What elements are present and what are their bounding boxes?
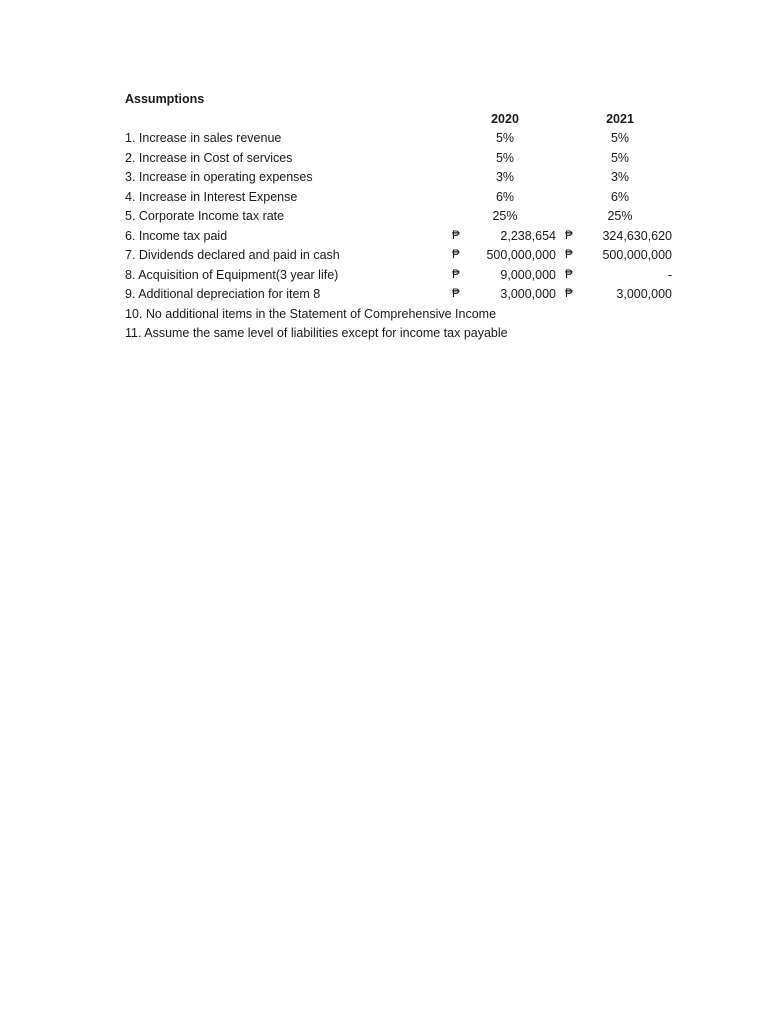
value-2021: 5% bbox=[610, 131, 630, 145]
note-row bbox=[125, 305, 685, 325]
value-2021: 25% bbox=[607, 209, 633, 223]
assumption-row bbox=[125, 168, 685, 188]
peso-sign: ₱ bbox=[452, 288, 460, 300]
value-2020: 25% bbox=[492, 209, 518, 223]
assumption-row bbox=[125, 207, 685, 227]
amount-2021: 500,000,000 bbox=[602, 248, 672, 262]
note-row bbox=[125, 324, 685, 344]
value-2020: 5% bbox=[495, 150, 515, 165]
header-row bbox=[125, 110, 685, 130]
row-label: 9. Additional depreciation for item 8 bbox=[125, 287, 321, 301]
assumptions-sheet bbox=[125, 90, 685, 344]
assumption-row bbox=[125, 188, 685, 208]
note-text: 10. No additional items in the Statement of Comprehensive Income bbox=[125, 306, 497, 321]
amount-2021: - bbox=[667, 267, 672, 282]
row-label: 6. Income tax paid bbox=[125, 228, 228, 243]
amount-2020: 3,000,000 bbox=[500, 287, 556, 301]
row-label: 4. Increase in Interest Expense bbox=[125, 189, 298, 204]
amount-2020: 9,000,000 bbox=[500, 267, 556, 282]
amount-2020: 500,000,000 bbox=[486, 248, 556, 262]
note-text: 11. Assume the same level of liabilities except for income tax payable bbox=[125, 326, 508, 340]
peso-sign: ₱ bbox=[565, 288, 573, 300]
peso-sign: ₱ bbox=[452, 268, 460, 281]
row-label: 3. Increase in operating expenses bbox=[125, 170, 313, 184]
value-2020: 5% bbox=[495, 131, 515, 145]
amount-2020: 2,238,654 bbox=[500, 228, 556, 243]
sheet-title: Assumptions bbox=[125, 92, 205, 106]
assumption-row bbox=[125, 129, 685, 149]
value-2020: 3% bbox=[495, 170, 515, 184]
row-label: 8. Acquisition of Equipment(3 year life) bbox=[125, 267, 339, 282]
peso-sign: ₱ bbox=[565, 229, 573, 242]
value-2021: 6% bbox=[610, 189, 630, 204]
row-label: 5. Corporate Income tax rate bbox=[125, 209, 285, 223]
peso-sign: ₱ bbox=[452, 229, 460, 242]
amount-2021: 324,630,620 bbox=[602, 228, 672, 243]
row-label: 1. Increase in sales revenue bbox=[125, 131, 282, 145]
peso-sign: ₱ bbox=[565, 249, 573, 261]
peso-sign: ₱ bbox=[565, 268, 573, 281]
header-2020: 2020 bbox=[491, 111, 519, 126]
assumption-row bbox=[125, 285, 685, 305]
row-label: 2. Increase in Cost of services bbox=[125, 150, 293, 165]
value-2021: 3% bbox=[610, 170, 630, 184]
assumption-row bbox=[125, 246, 685, 266]
assumption-row bbox=[125, 149, 685, 169]
value-2021: 5% bbox=[610, 150, 630, 165]
value-2020: 6% bbox=[495, 189, 515, 204]
header-2021: 2021 bbox=[606, 111, 634, 126]
row-label: 7. Dividends declared and paid in cash bbox=[125, 248, 340, 262]
assumption-row bbox=[125, 266, 685, 286]
amount-2021: 3,000,000 bbox=[616, 287, 672, 301]
peso-sign: ₱ bbox=[452, 249, 460, 261]
assumption-row bbox=[125, 227, 685, 247]
